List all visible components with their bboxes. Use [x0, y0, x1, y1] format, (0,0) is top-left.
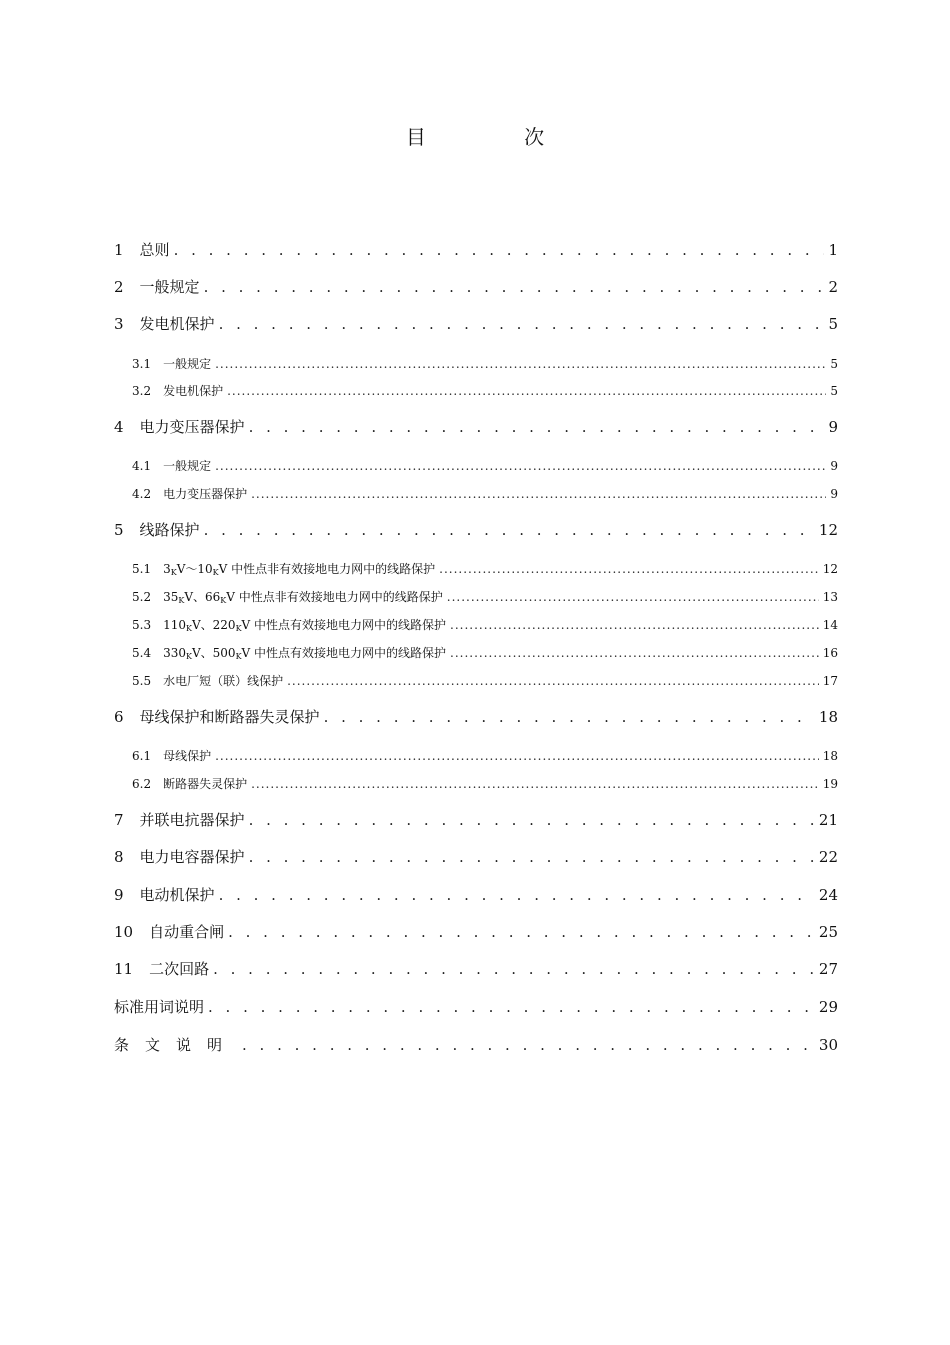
- entry-number: 3.1: [132, 357, 152, 371]
- dot-leader: [251, 485, 826, 503]
- entry-title: 断路器失灵保护: [163, 777, 248, 791]
- entry-number: 4.1: [132, 459, 152, 473]
- dot-leader: [439, 560, 819, 578]
- dot-leader: [215, 747, 819, 765]
- title-part: V 中性点有效接地电力网中的线路保护: [241, 618, 447, 632]
- entry-title: 电力变压器保护: [139, 418, 245, 436]
- unit-subscript: K: [212, 568, 219, 577]
- toc-entry-4[interactable]: [114, 416, 838, 438]
- dot-leader: [228, 921, 815, 943]
- dot-leader: [215, 355, 826, 373]
- dot-leader: [324, 706, 815, 728]
- entry-page-number: 5: [830, 357, 838, 371]
- toc-entry-5-5[interactable]: [132, 672, 838, 690]
- title-part: 330: [163, 646, 186, 660]
- entry-page-number: 27: [818, 960, 838, 978]
- entry-number: 4.2: [132, 487, 152, 501]
- dot-leader: [450, 616, 819, 634]
- entry-title: 线路保护: [139, 521, 200, 539]
- dot-leader: [227, 382, 826, 400]
- entry-number: 8: [114, 848, 124, 866]
- entry-page-number: 13: [822, 590, 838, 604]
- entry-title: [163, 588, 447, 606]
- dot-leader: [450, 644, 819, 662]
- entry-title: 发电机保护: [139, 315, 215, 333]
- dot-leader: [251, 775, 819, 793]
- entry-page-number: 22: [818, 848, 838, 866]
- toc-entry-3-2[interactable]: [132, 382, 838, 400]
- dot-leader: [447, 588, 819, 606]
- toc-entry-7[interactable]: [114, 809, 838, 831]
- entry-title: 水电厂短（联）线保护: [163, 674, 284, 688]
- entry-title: 条文说明: [114, 1036, 239, 1054]
- entry-number: 6.1: [132, 749, 152, 763]
- entry-number: 4: [114, 418, 124, 436]
- dot-leader: [287, 672, 819, 690]
- entry-number: 6.2: [132, 777, 152, 791]
- entry-title: 电力电容器保护: [139, 848, 245, 866]
- title-part: 35: [163, 590, 179, 604]
- toc-entry-9[interactable]: [114, 884, 838, 906]
- entry-page-number: 14: [822, 618, 838, 632]
- entry-page-number: 16: [822, 646, 838, 660]
- entry-page-number: 9: [830, 459, 838, 473]
- entry-page-number: 12: [822, 562, 838, 576]
- entry-title: 自动重合闸: [149, 923, 225, 941]
- toc-entry-explanation[interactable]: [114, 1034, 838, 1056]
- entry-number: 5.5: [132, 674, 152, 688]
- entry-page-number: 18: [818, 708, 838, 726]
- entry-page-number: 24: [818, 886, 838, 904]
- entry-number: 3: [114, 315, 124, 333]
- entry-number: 6: [114, 708, 124, 726]
- entry-title: 母线保护和断路器失灵保护: [139, 708, 320, 726]
- title-part: 110: [163, 618, 186, 632]
- dot-leader: [204, 519, 815, 541]
- entry-title: 二次回路: [149, 960, 210, 978]
- entry-page-number: 1: [828, 241, 838, 259]
- toc-entry-8[interactable]: [114, 846, 838, 868]
- entry-title: 并联电抗器保护: [139, 811, 245, 829]
- dot-leader: [219, 884, 815, 906]
- entry-title: 发电机保护: [163, 384, 224, 398]
- entry-title: 电动机保护: [139, 886, 215, 904]
- toc-entry-3-1[interactable]: [132, 355, 838, 373]
- toc-entry-1[interactable]: [114, 239, 838, 261]
- dot-leader: [174, 239, 825, 261]
- entry-title: 一般规定: [163, 357, 212, 371]
- entry-title: 标准用词说明: [114, 998, 205, 1016]
- entry-title: [163, 560, 439, 578]
- entry-number: 2: [114, 278, 124, 296]
- entry-title: 电力变压器保护: [163, 487, 248, 501]
- entry-number: 5.3: [132, 618, 152, 632]
- entry-number: 9: [114, 886, 124, 904]
- entry-title: 总则: [139, 241, 170, 259]
- dot-leader: [242, 1034, 815, 1056]
- entry-title: 一般规定: [163, 459, 212, 473]
- toc-entry-6-2[interactable]: [132, 775, 838, 793]
- toc-entry-4-2[interactable]: [132, 485, 838, 503]
- toc-entry-6[interactable]: [114, 706, 838, 728]
- entry-number: 5.1: [132, 562, 152, 576]
- entry-title: [163, 616, 450, 634]
- title-part: V 中性点非有效接地电力网中的线路保护: [226, 590, 443, 604]
- entry-page-number: 18: [822, 749, 838, 763]
- unit-subscript: K: [186, 652, 192, 661]
- dot-leader: [204, 276, 825, 298]
- dot-leader: [215, 457, 826, 475]
- unit-subscript: K: [235, 624, 242, 633]
- title-part: V～10: [176, 562, 213, 576]
- entry-number: 10: [114, 923, 134, 941]
- entry-page-number: 19: [822, 777, 838, 791]
- toc-entry-5-3[interactable]: [132, 616, 838, 634]
- title-part: V 中性点非有效接地电力网中的线路保护: [218, 562, 436, 576]
- title-part: V、220: [191, 618, 236, 632]
- entry-number: 1: [114, 241, 124, 259]
- entry-number: 3.2: [132, 384, 152, 398]
- entry-number: 5.4: [132, 646, 152, 660]
- unit-subscript: K: [186, 624, 192, 633]
- entry-page-number: 5: [830, 384, 838, 398]
- dot-leader: [249, 416, 825, 438]
- table-of-contents: [114, 0, 838, 1345]
- toc-entry-5[interactable]: [114, 519, 838, 541]
- entry-page-number: 2: [828, 278, 838, 296]
- page-title: 目 次: [405, 125, 591, 149]
- dot-leader: [249, 809, 815, 831]
- title-part: V 中性点有效接地电力网中的线路保护: [241, 646, 447, 660]
- toc-entry-5-1[interactable]: [132, 560, 838, 578]
- toc-entry-5-4[interactable]: [132, 644, 838, 662]
- unit-subscript: K: [235, 652, 242, 661]
- toc-entry-5-2[interactable]: [132, 588, 838, 606]
- toc-entry-standard-terms[interactable]: [114, 996, 838, 1018]
- entry-title: 一般规定: [139, 278, 200, 296]
- entry-page-number: 5: [828, 315, 838, 333]
- entry-number: 11: [114, 960, 134, 978]
- dot-leader: [219, 313, 825, 335]
- entry-number: 5: [114, 521, 124, 539]
- toc-entry-6-1[interactable]: [132, 747, 838, 765]
- entry-number: 7: [114, 811, 124, 829]
- title-part: V、500: [191, 646, 236, 660]
- toc-entry-4-1[interactable]: [132, 457, 838, 475]
- entry-title: 母线保护: [163, 749, 212, 763]
- unit-subscript: K: [220, 596, 227, 605]
- dot-leader: [213, 958, 815, 980]
- entry-page-number: 17: [822, 674, 838, 688]
- entry-page-number: 25: [818, 923, 838, 941]
- dot-leader: [208, 996, 815, 1018]
- unit-subscript: K: [170, 568, 177, 577]
- entry-page-number: 9: [830, 487, 838, 501]
- entry-page-number: 29: [818, 998, 838, 1016]
- dot-leader: [249, 846, 815, 868]
- toc-entry-10[interactable]: [114, 921, 838, 943]
- entry-number: 5.2: [132, 590, 152, 604]
- entry-title: [163, 644, 450, 662]
- title-part: 3: [163, 562, 171, 576]
- entry-page-number: 12: [818, 521, 838, 539]
- entry-page-number: 30: [818, 1036, 838, 1054]
- toc-entry-3[interactable]: [114, 313, 838, 335]
- unit-subscript: K: [178, 596, 185, 605]
- entry-page-number: 21: [818, 811, 838, 829]
- entry-page-number: 9: [828, 418, 838, 436]
- toc-entry-11[interactable]: [114, 958, 838, 980]
- title-part: V、66: [184, 590, 221, 604]
- toc-entry-2[interactable]: [114, 276, 838, 298]
